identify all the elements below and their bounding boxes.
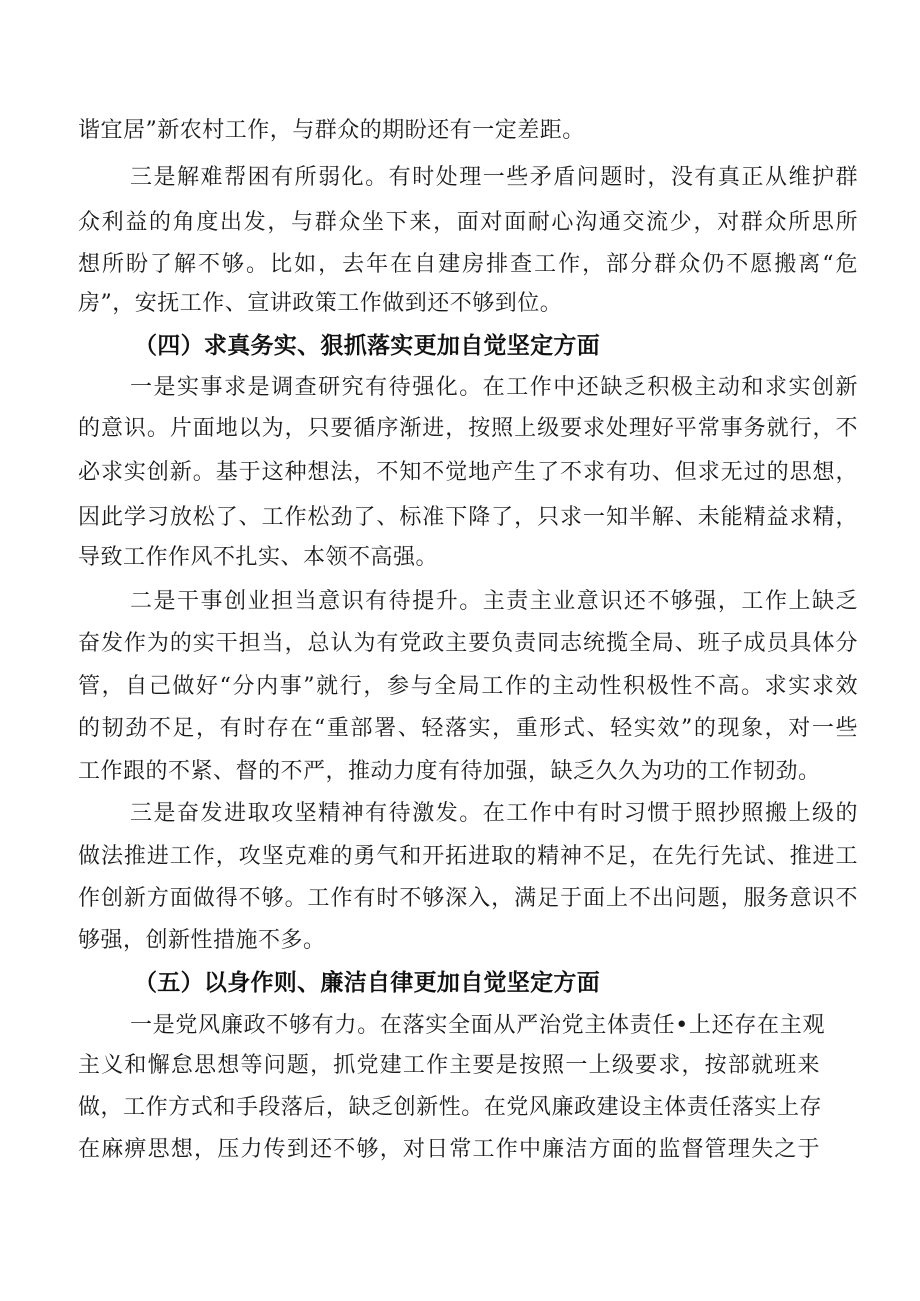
paragraph-line: 主义和懈怠思想等问题，抓党建工作主要是按照一上级要求，按部就班来 (78, 1053, 820, 1078)
paragraph-line: 的意识。片面地以为，只要循序渐进，按照上级要求处理好平常事务就行，不 (78, 416, 858, 441)
paragraph-line: 房”，安抚工作、宣讲政策工作做到还不够到位。 (78, 291, 563, 316)
paragraph-line: 因此学习放松了、工作松劲了、标准下降了，只求一知半解、未能精益求精， (78, 505, 858, 530)
section-heading: （四）求真务实、狠抓落实更加自觉坚定方面 (134, 333, 600, 359)
paragraph-line: 谐宜居”新农村工作，与群众的期盼还有一定差距。 (78, 118, 585, 143)
paragraph-line: 做，工作方式和手段落后，缺乏创新性。在党风廉政建设主体责任落实上存 (78, 1095, 822, 1120)
paragraph-line: 作创新方面做得不够。工作有时不够深入，满足于面上不出问题，服务意识不 (78, 886, 858, 911)
paragraph-line: 想所盼了解不够。比如，去年在自建房排查工作，部分群众仍不愿搬离“危 (78, 252, 858, 277)
paragraph-line: 工作跟的不紧、督的不严，推动力度有待加强，缺乏久久为功的工作韧劲。 (78, 759, 821, 784)
paragraph-line: 奋发作为的实干担当，总认为有党政主要负责同志统揽全局、班子成员具体分 (78, 631, 858, 656)
paragraph-line: 够强，创新性措施不多。 (78, 928, 326, 953)
paragraph-line: 众利益的角度出发，与群众坐下来，面对面耐心沟通交流少，对群众所思所 (78, 210, 858, 235)
paragraph-line: 一是实事求是调查研究有待强化。在工作中还缺乏积极主动和求实创新 (130, 375, 858, 400)
paragraph-line: 的韧劲不足，有时存在“重部署、轻落实，重形式、轻实效”的现象，对一些 (78, 716, 858, 741)
paragraph-line: 三是奋发进取攻坚精神有待激发。在工作中有时习惯于照抄照搬上级的 (130, 801, 858, 826)
paragraph-line: 做法推进工作，攻坚克难的勇气和开拓进取的精神不足，在先行先试、推进工 (78, 844, 858, 869)
paragraph-line: 二是干事创业担当意识有待提升。主责主业意识还不够强，工作上缺乏 (130, 589, 858, 614)
section-heading: （五）以身作则、廉洁自律更加自觉坚定方面 (134, 970, 600, 996)
paragraph-line: 一是党风廉政不够有力。在落实全面从严治党主体责任•上还存在主观 (130, 1013, 825, 1038)
paragraph-line: 三是解难帮困有所弱化。有时处理一些矛盾问题时，没有真正从维护群 (130, 165, 858, 190)
paragraph-line: 导致工作作风不扎实、本领不高强。 (78, 545, 439, 570)
paragraph-line: 管，自己做好“分内事”就行，参与全局工作的主动性积极性不高。求实求效 (78, 674, 858, 699)
paragraph-line: 必求实创新。基于这种想法，不知不觉地产生了不求有功、但求无过的思想， (78, 460, 858, 485)
paragraph-line: 在麻痹思想，压力传到还不够，对日常工作中廉洁方面的监督管理失之于 (78, 1137, 820, 1162)
